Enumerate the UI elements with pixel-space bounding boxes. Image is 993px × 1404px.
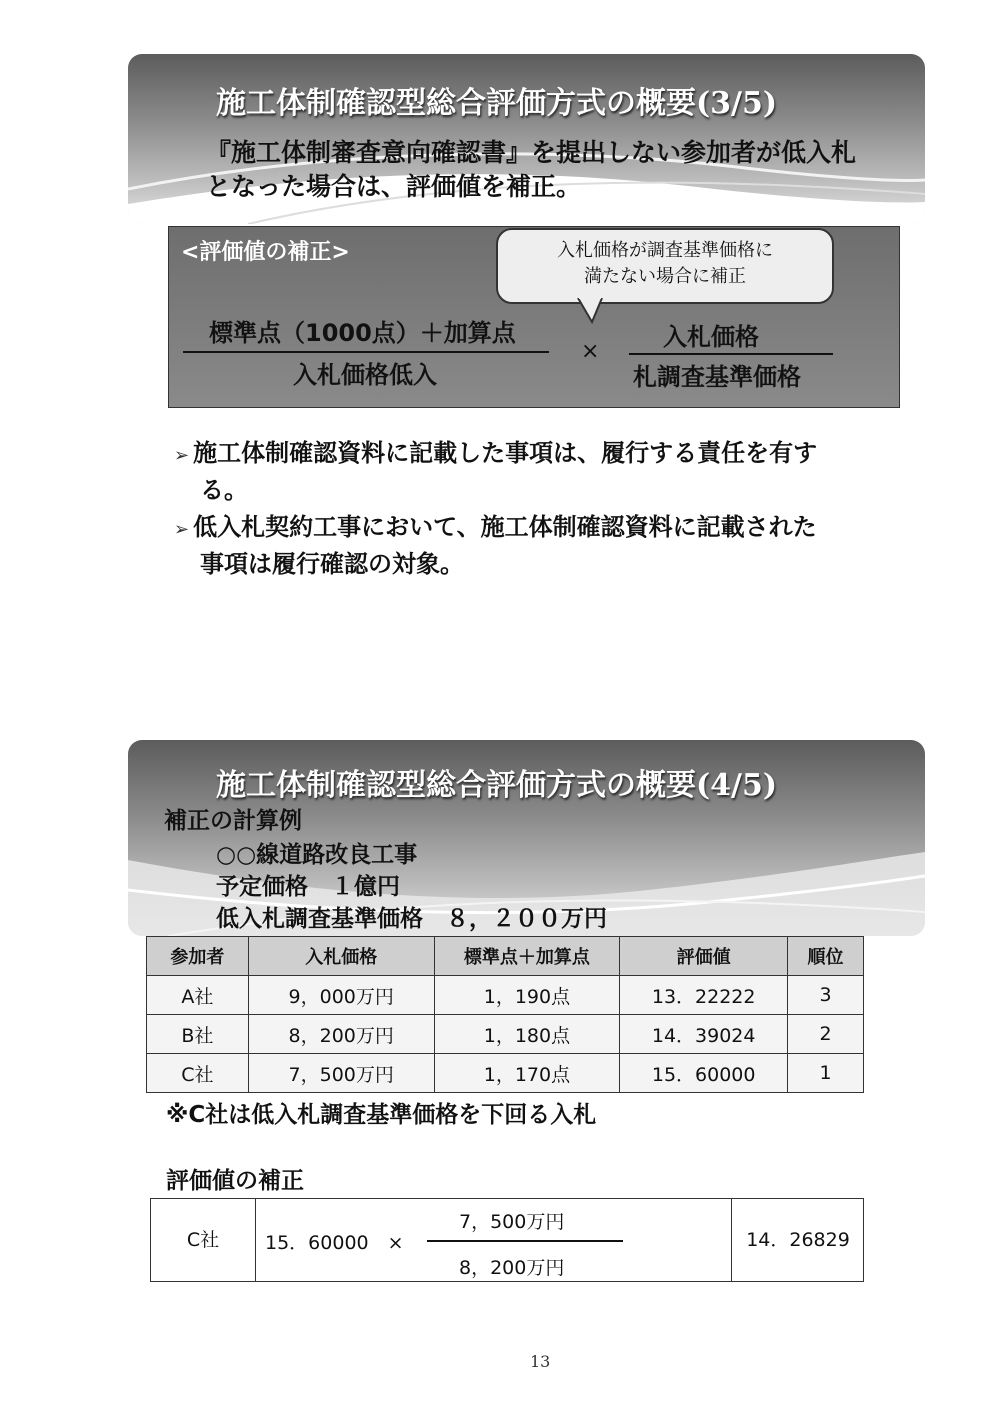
right-fraction-bar — [629, 353, 833, 355]
table-row — [147, 1015, 864, 1054]
example-heading: 補正の計算例 — [164, 808, 302, 834]
header-participant: 参加者 — [147, 937, 249, 976]
table-note: ※C社は低入札調査基準価格を下回る入札 — [166, 1102, 597, 1128]
cell-participant: A社 — [147, 976, 249, 1015]
bullet-2 — [174, 510, 914, 581]
correction-company-cell — [151, 1199, 256, 1281]
cell-rank: 1 — [788, 1054, 864, 1093]
cell-participant: B社 — [147, 1015, 249, 1054]
cell-evaluation: 15．60000 — [620, 1054, 788, 1093]
header-rank: 順位 — [788, 937, 864, 976]
correction-box — [150, 1198, 864, 1282]
cell-rank: 3 — [788, 976, 864, 1015]
correction-numerator: 7，500万円 — [459, 1211, 565, 1233]
header-evaluation: 評価値 — [620, 937, 788, 976]
planned-price: 予定価格 １億円 — [216, 874, 400, 900]
bullet-2-line1: 低入札契約工事において、施工体制確認資料に記載された — [193, 513, 817, 541]
callout-tail — [576, 298, 606, 324]
cell-rank: 2 — [788, 1015, 864, 1054]
slide1-lead-line2: となった場合は、評価値を補正。 — [206, 172, 582, 201]
results-table — [146, 936, 864, 1093]
slide2-title: 施工体制確認型総合評価方式の概要(4/5) — [215, 768, 778, 803]
cell-score: 1，190点 — [434, 976, 620, 1015]
callout-bubble — [496, 228, 834, 304]
right-numerator: 入札価格 — [663, 323, 759, 351]
slide1-lead-line1: 『施工体制審査意向確認書』を提出しない参加者が低入札 — [206, 138, 857, 167]
header-score: 標準点＋加算点 — [434, 937, 620, 976]
cell-bid-price: 7，500万円 — [248, 1054, 434, 1093]
cell-evaluation: 14．39024 — [620, 1015, 788, 1054]
correction-company: C社 — [186, 1229, 220, 1251]
correction-fraction-bar — [427, 1240, 623, 1242]
left-denominator: 入札価格低入 — [293, 361, 437, 389]
bullet-arrow-icon: ➢ — [174, 519, 190, 540]
project-name: ○○線道路改良工事 — [216, 842, 418, 868]
correction-result: 14．26829 — [746, 1229, 850, 1251]
right-denominator: 札調査基準価格 — [633, 363, 801, 391]
slide1-title: 施工体制確認型総合評価方式の概要(3/5) — [215, 86, 778, 121]
bullet-1 — [174, 436, 914, 507]
cell-evaluation: 13．22222 — [620, 976, 788, 1015]
formula-label: <評価値の補正> — [181, 240, 350, 265]
table-row — [147, 1054, 864, 1093]
correction-result-cell — [731, 1199, 864, 1281]
bullet-1-line1: 施工体制確認資料に記載した事項は、履行する責任を有す — [193, 439, 818, 467]
correction-base-value: 15．60000 × — [265, 1232, 404, 1254]
left-numerator: 標準点（1000点）＋加算点 — [209, 319, 516, 347]
correction-denominator: 8，200万円 — [459, 1257, 565, 1279]
bullet-1-line2: る。 — [200, 476, 248, 504]
table-header-row — [147, 937, 864, 976]
cell-score: 1，170点 — [434, 1054, 620, 1093]
table-row — [147, 976, 864, 1015]
correction-heading: 評価値の補正 — [166, 1168, 304, 1194]
header-bid-price: 入札価格 — [248, 937, 434, 976]
cell-score: 1，180点 — [434, 1015, 620, 1054]
callout-line1: 入札価格が調査基準価格に — [557, 240, 773, 261]
multiply-sign: × — [581, 339, 600, 364]
cell-bid-price: 8，200万円 — [248, 1015, 434, 1054]
threshold-price: 低入札調査基準価格 ８，２００万円 — [216, 906, 607, 932]
bullet-2-line2: 事項は履行確認の対象。 — [200, 550, 464, 578]
bullet-arrow-icon: ➢ — [174, 445, 190, 466]
left-fraction-bar — [183, 351, 549, 353]
cell-bid-price: 9，000万円 — [248, 976, 434, 1015]
callout-line2: 満たない場合に補正 — [584, 266, 746, 287]
cell-participant: C社 — [147, 1054, 249, 1093]
page-number: 13 — [530, 1352, 551, 1371]
